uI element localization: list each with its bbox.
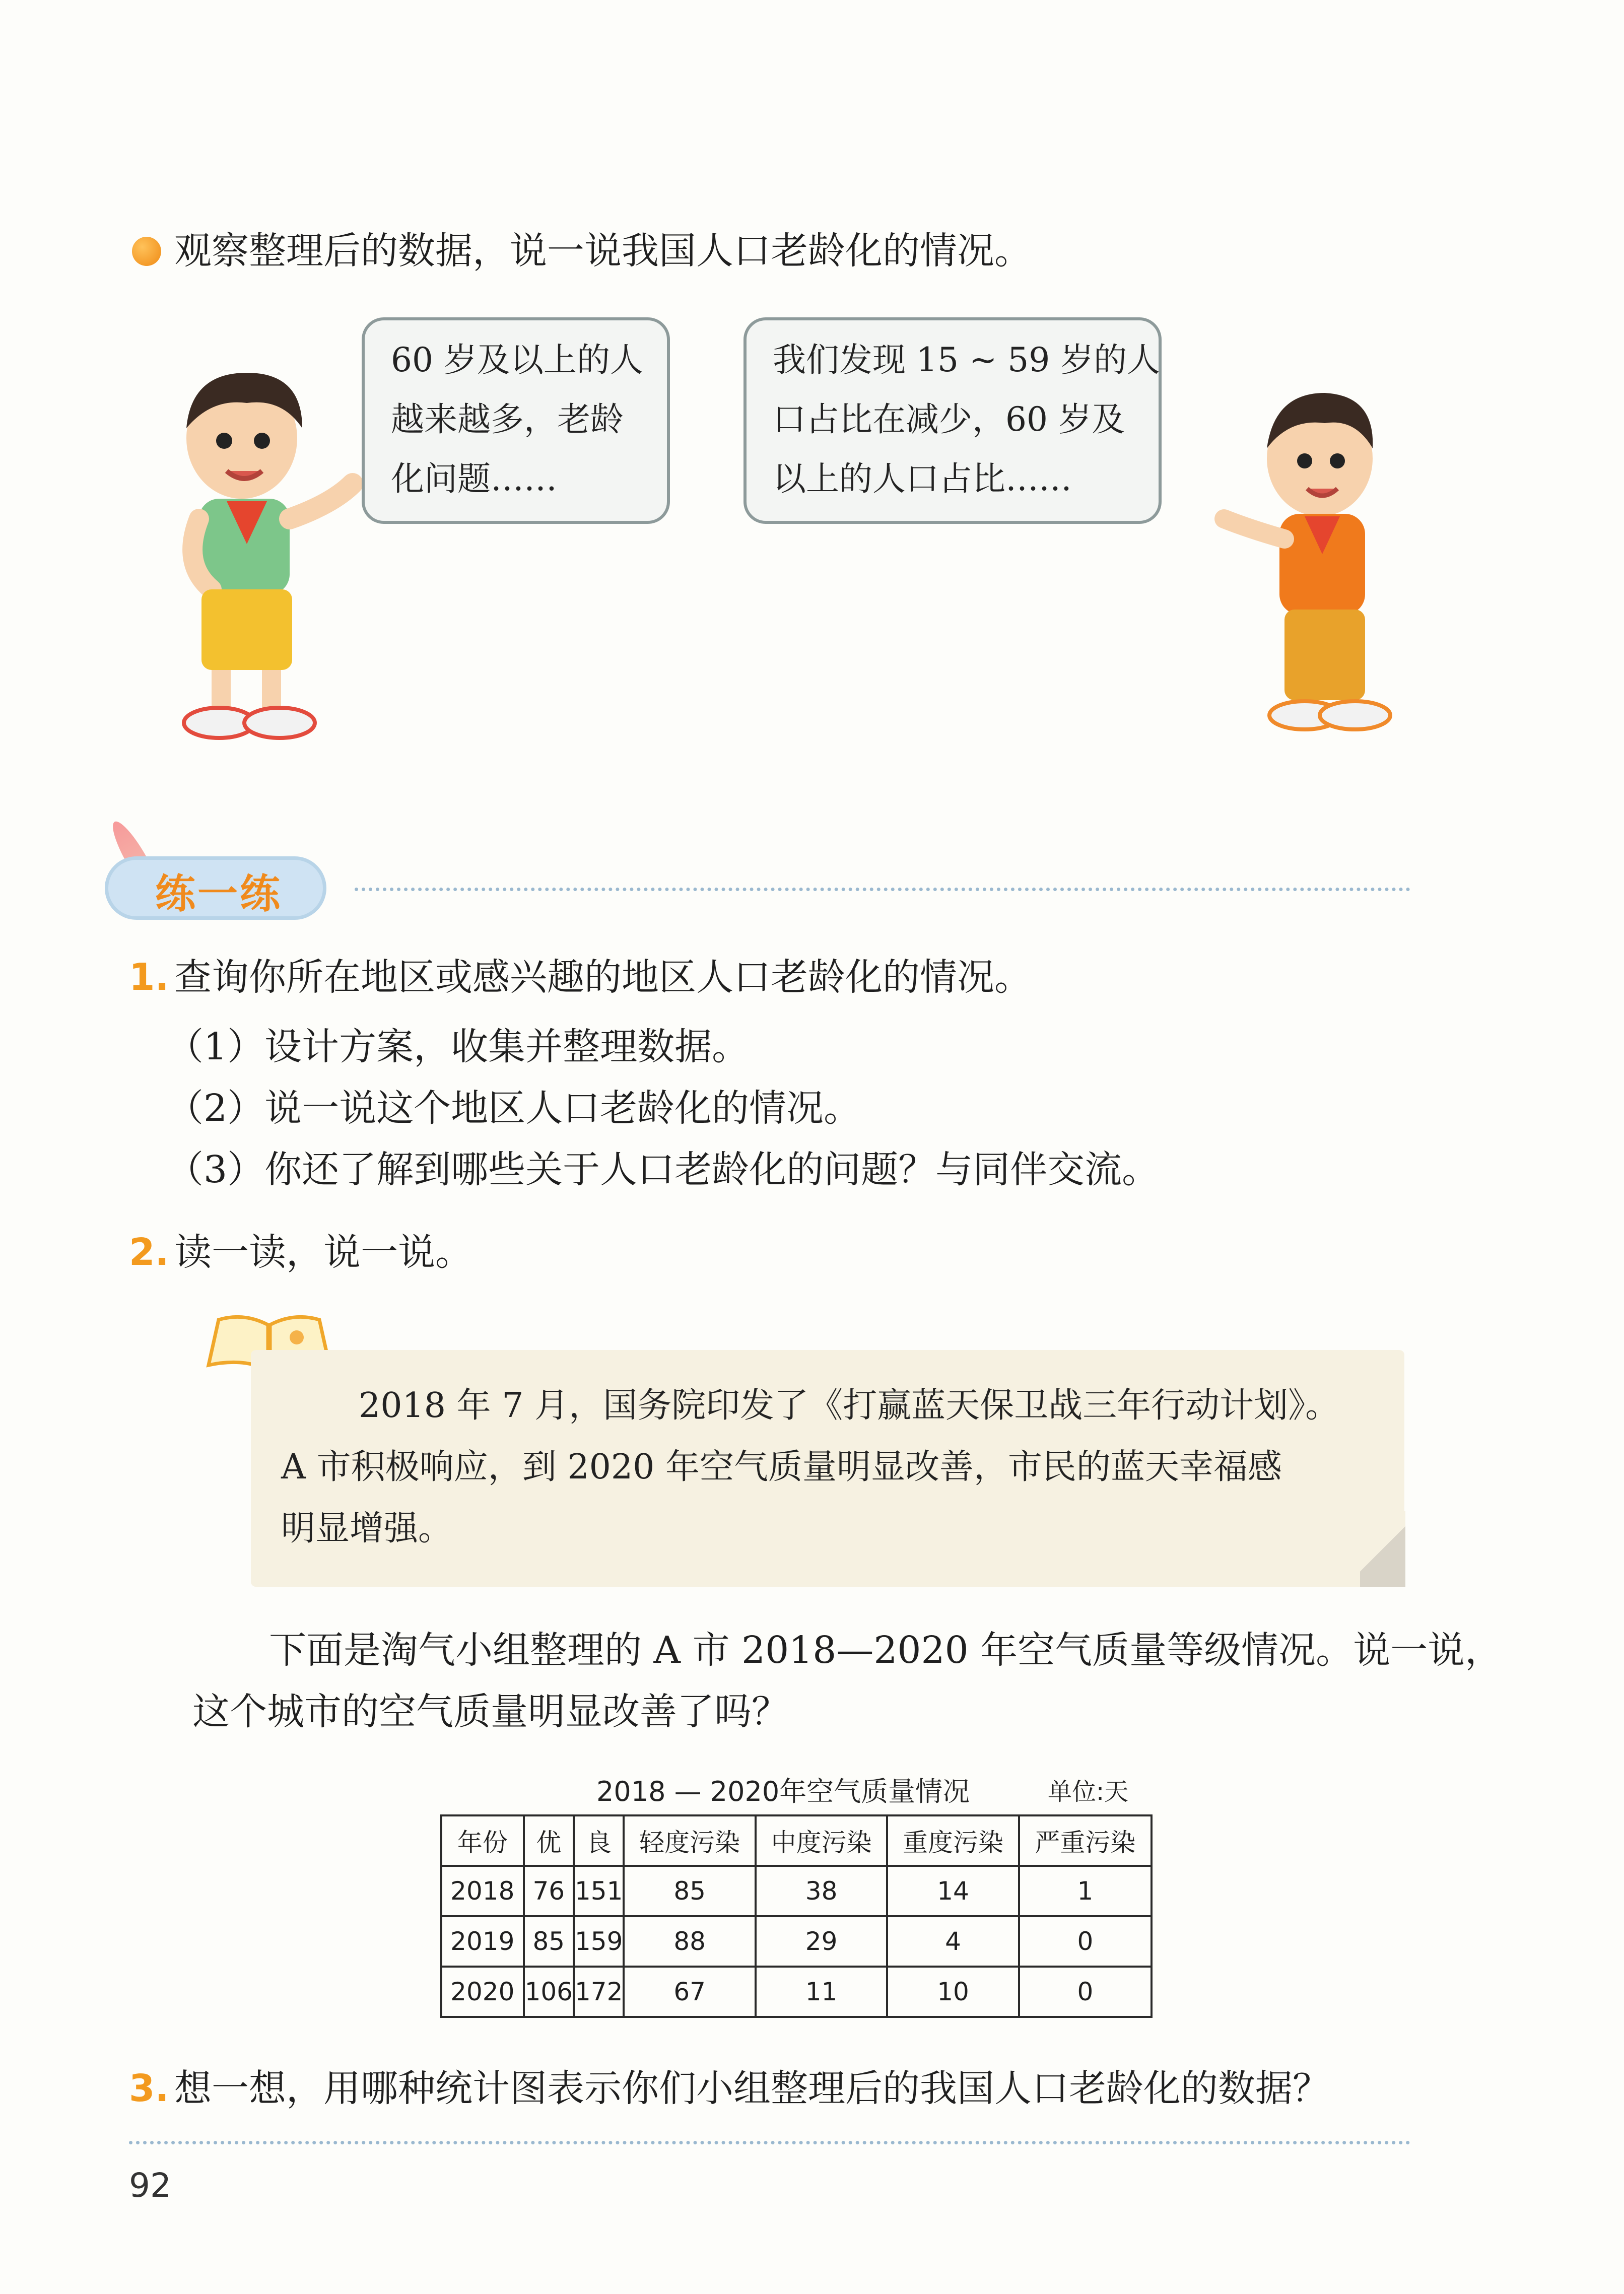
table-row <box>441 1967 1152 2017</box>
q1-sub-3: （3）你还了解到哪些关于人口老龄化的问题？与同伴交流。 <box>166 1148 1160 1191</box>
table-cell: 85 <box>624 1866 755 1916</box>
boy-left-illustration <box>151 353 363 746</box>
table-header-cell: 轻度污染 <box>624 1815 755 1866</box>
table-row <box>441 1916 1152 1967</box>
q1-sub-1: （1）设计方案，收集并整理数据。 <box>166 1025 750 1068</box>
table-header-cell: 中度污染 <box>756 1815 887 1866</box>
q1-number: 1. <box>129 956 169 999</box>
reading-card <box>251 1350 1404 1587</box>
table-cell: 38 <box>756 1866 887 1916</box>
table-cell: 151 <box>574 1866 624 1916</box>
q3-number: 3. <box>129 2067 169 2110</box>
q2-number: 2. <box>129 1231 169 1274</box>
table-header-row <box>441 1815 1152 1866</box>
table-cell: 88 <box>624 1916 755 1967</box>
speech-bubble-left <box>362 317 670 524</box>
bubble-left-line-2: 越来越多，老龄 <box>391 400 624 439</box>
q2-body-line-1: 下面是淘气小组整理的 A 市 2018—2020 年空气质量等级情况。说一说， <box>269 1629 1503 1672</box>
table-header-cell: 严重污染 <box>1019 1815 1152 1866</box>
reading-line-2: A 市积极响应，到 2020 年空气质量明显改善，市民的蓝天幸福感 <box>281 1447 1282 1487</box>
table-cell: 1 <box>1019 1866 1152 1916</box>
practice-divider <box>355 888 1410 891</box>
page-curl <box>1360 1511 1405 1587</box>
bubble-right-line-1: 我们发现 15 ~ 59 岁的人 <box>773 341 1161 379</box>
table-cell: 14 <box>887 1866 1019 1916</box>
table-cell: 11 <box>756 1967 887 2017</box>
table-cell: 2019 <box>441 1916 524 1967</box>
reading-line-1: 2018 年 7 月，国务院印发了《打赢蓝天保卫战三年行动计划》。 <box>359 1386 1340 1426</box>
table-header-cell: 良 <box>574 1815 624 1866</box>
table-header-cell: 重度污染 <box>887 1815 1019 1866</box>
table-cell: 0 <box>1019 1916 1152 1967</box>
table-row <box>441 1866 1152 1916</box>
table-header-cell: 优 <box>524 1815 574 1866</box>
table-cell: 85 <box>524 1916 574 1967</box>
bubble-right-line-3: 以上的人口占比…… <box>773 459 1072 498</box>
table-cell: 10 <box>887 1967 1019 2017</box>
table-cell: 0 <box>1019 1967 1152 2017</box>
table-cell: 76 <box>524 1866 574 1916</box>
table-unit: 单位:天 <box>1048 1778 1129 1806</box>
table-cell: 106 <box>524 1967 574 2017</box>
q1-sub-2: （2）说一说这个地区人口老龄化的情况。 <box>166 1087 861 1130</box>
table-cell: 172 <box>574 1967 624 2017</box>
table-cell: 2018 <box>441 1866 524 1916</box>
q2-body-line-2: 这个城市的空气质量明显改善了吗？ <box>192 1690 789 1733</box>
table-cell: 159 <box>574 1916 624 1967</box>
table-cell: 67 <box>624 1967 755 2017</box>
q1-text: 查询你所在地区或感兴趣的地区人口老龄化的情况。 <box>174 956 1032 999</box>
air-quality-table <box>440 1814 1153 2018</box>
bubble-left-line-3: 化问题…… <box>391 459 557 498</box>
orange-bullet-icon <box>132 237 161 266</box>
bottom-divider <box>129 2141 1410 2144</box>
speech-bubble-right <box>743 317 1162 524</box>
practice-title: 练一练 <box>155 870 282 917</box>
boy-right-illustration <box>1204 373 1405 735</box>
table-title: 2018 — 2020年空气质量情况 <box>596 1776 970 1807</box>
page-number: 92 <box>129 2166 171 2205</box>
table-cell: 2020 <box>441 1967 524 2017</box>
intro-text: 观察整理后的数据，说一说我国人口老龄化的情况。 <box>174 229 1032 273</box>
table-header-cell: 年份 <box>441 1815 524 1866</box>
q2-text: 读一读，说一说。 <box>174 1231 472 1274</box>
table-cell: 4 <box>887 1916 1019 1967</box>
q3-text: 想一想，用哪种统计图表示你们小组整理后的我国人口老龄化的数据？ <box>174 2067 1330 2110</box>
table-cell: 29 <box>756 1916 887 1967</box>
bubble-right-line-2: 口占比在减少，60 岁及 <box>773 400 1125 439</box>
reading-line-3: 明显增强。 <box>281 1509 453 1548</box>
bubble-left-line-1: 60 岁及以上的人 <box>391 341 643 379</box>
